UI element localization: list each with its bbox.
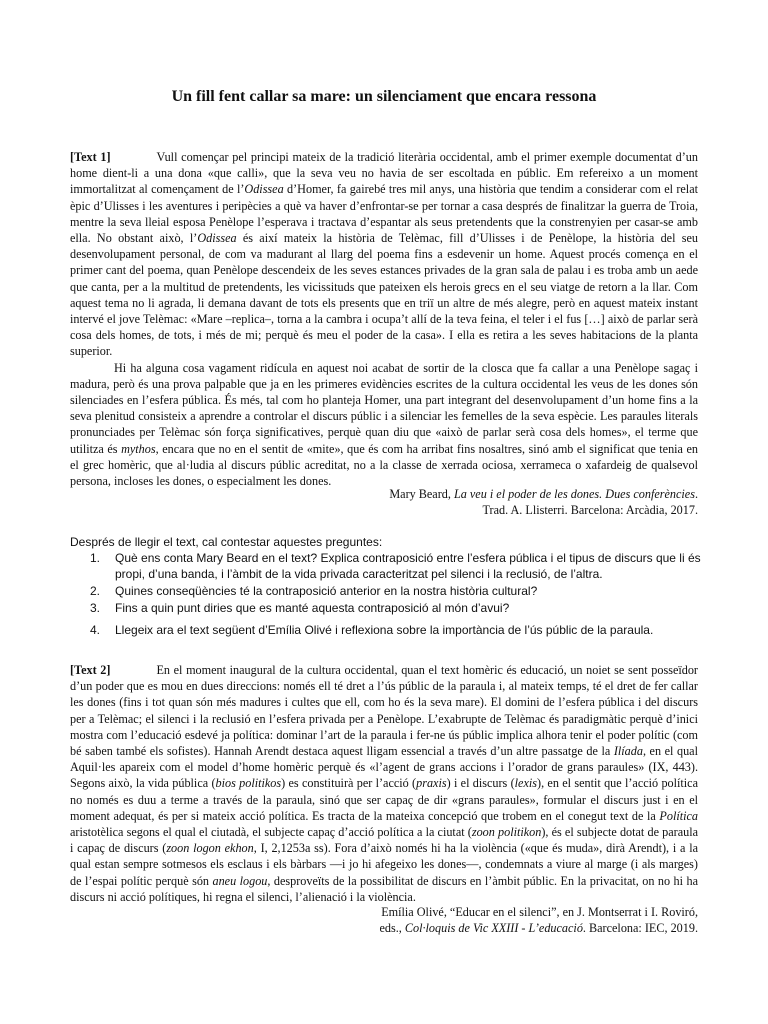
text-segment: , encara que no en el sentit de «mite», que és com ha arribat fins nosaltres, sinó amb el significat que tenia en el grec homèric, que al·ludia al discurs públic acreditat, no a la classe de xerrada ociosa, xerrameca o xafardeig de qualsevol persona, incloses les dones, o especialment les dones.: [70, 441, 698, 489]
italic-text: zoon politikon: [471, 825, 542, 840]
italic-text: mythos: [121, 441, 156, 456]
italic-text: Ilíada: [613, 744, 643, 759]
text-segment: Vull començar pel principi mateix de la tradició literària occidental, amb el primer exemple documentat d’un home dient-li a una dona «que calli», que la seva veu no havia de ser escoltada en públic. Em refereixo a un moment immortalitzat al començament de l’: [70, 150, 698, 197]
question-text: Quines conseqüències té la contraposició anterior en la nostra història cultural?: [115, 584, 538, 598]
text2-citation-line-1: [300, 904, 698, 920]
questions-intro: Després de llegir el text, cal contestar aquestes preguntes:: [70, 535, 383, 549]
text-segment: aristotèlica segons el qual el ciutadà, el subjecte capaç d’acció política a la ciutat (: [70, 825, 472, 840]
text-segment: Hi ha alguna cosa vagament ridícula en aquest noi acabat de sortir de la closca que fa callar a una Penèlope sagaç i madura, però és una prova palpable que ja en les primeres evidències escrites de la cultura occidental les veus de les dones són silenciades en l’esfera pública. És més, tal com ho planteja Homer, una part integrant del desenvolupament d’un home fins a la seva plenitud consisteix a aprendre a controlar el discurs públic i a silenciar les femelles de la seva espècie. Les paraules literals pronunciades per Telèmac són força significatives, perquè quan diu que «això de parlar serà cosa dels homes», el terme que utilitza és: [70, 360, 698, 456]
italic-text: Odissea: [244, 182, 284, 197]
text-segment: En el moment inaugural de la cultura occidental, quan el text homèric és educació, un noiet se sent posseïdor d’un poder que es mou en dues direccions: només ell té dret a l’ús públic de la paraula i, al mateix temps, té el dret de fer callar les dones (fins i tot quan són més madures i cultes que ell, com ho és la seva mare). El domini de l’esfera pública i del discurs per a Telèmac; el silenci i la reclusió en l’esfera privada per a Penèlope. L’exabrupte de Telèmac és paradigmàtic perquè d’inici mostra com l’educació esdevé ja política: dominar l’art de la paraula i fer-ne ús públic implica alhora tenir el poder polític (com bé saben també els sofistes). Hannah Arendt destaca aquest lligam essencial a través d’un altre passatge de la: [70, 663, 698, 759]
document-title: Un fill fent callar sa mare: un silenciament que encara ressona: [171, 88, 597, 105]
question-number: 2.: [90, 584, 101, 598]
text-segment: , desproveïts de la possibilitat de discurs en l’àmbit públic. En la privacitat, on no hi ha discurs ni acció polítiques, hi regna el silenci, l’alienació i la violència.: [70, 873, 698, 904]
text-segment: Emília Olivé, “Educar en el silenci”, en J. Montserrat i I. Roviró,: [381, 905, 698, 919]
question-number: 3.: [90, 601, 101, 615]
italic-text: lexis: [514, 776, 538, 791]
italic-text: bios politikos: [215, 776, 282, 791]
text-segment: Mary Beard,: [389, 487, 454, 501]
italic-text: Col·loquis de Vic XXIII - L’educació: [404, 921, 583, 936]
text1-paragraph-1: [70, 149, 698, 360]
text1-block: [70, 149, 698, 489]
text1-citation: [300, 486, 698, 518]
text-segment: és així mateix la història de Telèmac, fill d’Ulisses i de Penèlope, la història del seu desenvolupament personal, de com va madurant al llarg del poema fins a esdevenir un home. Aquest procés comença en el primer cant del poema, quan Penèlope descendeix de les seves estances privades de la gran sala de palau i es troba amb un aede que canta, per a la multitud de pretendents, les vicissituds que pateixen els herois grecs en el seu viatge de retorn a la llar. Com aquest tema no li agrada, li demana davant de tots els presents que en triï un altre de més alegre, però en aquest mateix instant intervé el jove Telèmac: «Mare –replica–, torna a la cambra i ocupa’t allí de la teva feina, el teler i el fus […] això de parlar serà cosa dels homes, de tots, i més de mi; perquè és meu el poder de la casa». I ella es retira a les seves habitacions de la planta superior.: [70, 231, 698, 359]
italic-text: aneu logou: [212, 873, 268, 888]
text2-paragraph-1-body: [70, 663, 698, 904]
question-number: 4.: [90, 623, 101, 637]
question-text: Llegeix ara el text següent d’Emília Olivé i reflexiona sobre la importància de l’ús públic de la paraula.: [115, 623, 654, 637]
question-item: [70, 550, 710, 582]
text2-block: [70, 662, 698, 905]
italic-text: La veu i el poder de les dones. Dues conferències: [453, 487, 695, 501]
text1-paragraph-2: [70, 360, 698, 490]
question-number: 1.: [90, 551, 101, 565]
text1-citation-line-1: [300, 486, 698, 502]
text-segment: ) i el discurs (: [446, 776, 515, 791]
question-item: [70, 622, 710, 638]
text2-paragraph-1: [70, 662, 698, 905]
text2-citation: [300, 904, 698, 936]
text-segment: ) es constituirà per l’acció (: [281, 776, 417, 791]
italic-text: Política: [659, 808, 698, 823]
italic-text: zoon logon ekhon: [166, 841, 254, 856]
text1-citation-line-2: [300, 502, 698, 518]
text-segment: d’Homer, fa gairebé tres mil anys, una història que tendim a considerar com el relat èpic d’Ulisses i les aventures i peripècies a què va haver d’enfrontar-se per tornar a casa després de finalitzar la guerra de Troia, mentre la seva lleial esposa Penèlope l’esperava i tractava d’espantar als seus pretendents que la constrenyien per casar-se amb ella. No obstant això, l’: [70, 182, 698, 246]
question-item: [70, 600, 710, 616]
text1-label: [Text 1]: [70, 150, 111, 164]
text-segment: ), en el sentit que l’acció política no només es duu a terme a través de la paraula, sinó que ser capaç de dir «grans paraules», formular el discurs just i en el moment adequat, és per si mateix acció política. Es tracta de la mateixa concepció que trobem en el conegut text de la: [70, 776, 698, 823]
text-segment: .: [694, 487, 698, 501]
questions-list: [70, 550, 710, 639]
question-item: [70, 583, 710, 599]
text2-citation-line-2: [300, 920, 698, 936]
text-segment: ), és el subjecte dotat de paraula i capaç de discurs (: [70, 825, 698, 856]
italic-text: praxis: [416, 776, 447, 791]
question-text: Què ens conta Mary Beard en el text? Explica contraposició entre l’esfera pública i el tipus de discurs que li és propi, d’una banda, i l’àmbit de la vida privada caracteritzat pel silenci i la reclusió, de l’altra.: [115, 551, 701, 581]
text-segment: eds.,: [379, 921, 405, 936]
text-segment: , I, 2,1253a ss). Fora d’això només hi ha la violència («que és muda», dirà Arendt), i a la qual estan sempre sotmesos els esclaus i els bàrbars —i jo hi afegeixo les dones—, condemnats a viure al marge (i als marges) de l’espai polític perquè són: [70, 841, 699, 888]
text-segment: , en el qual Aquil·les apareix com el model d’home homèric perquè és «l’agent de grans accions i l’orador de grans paraules» (IX, 443). Segons això, la vida pública (: [70, 744, 698, 791]
text1-paragraph-1-body: [70, 150, 698, 358]
question-text: Fins a quin punt diries que es manté aquesta contraposició al món d’avui?: [115, 601, 510, 615]
text-segment: . Barcelona: IEC, 2019.: [582, 921, 698, 936]
italic-text: Odissea: [197, 231, 237, 246]
text2-label: [Text 2]: [70, 663, 111, 677]
text-segment: Trad. A. Llisterri. Barcelona: Arcàdia, 2017.: [482, 503, 698, 518]
